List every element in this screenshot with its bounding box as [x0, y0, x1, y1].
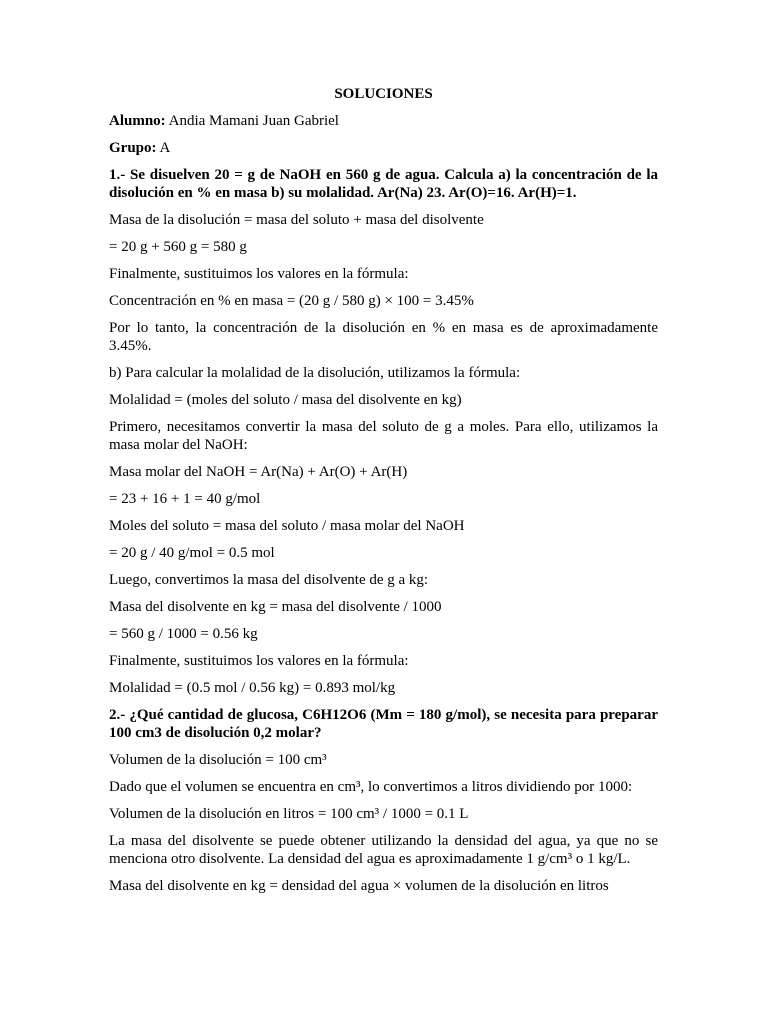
body-paragraph: Molalidad = (0.5 mol / 0.56 kg) = 0.893 mol/kg	[109, 680, 396, 696]
group-value: A	[156, 140, 171, 156]
student-name: Andia Mamani Juan Gabriel	[165, 113, 339, 129]
body-paragraph: La masa del disolvente se puede obtener utilizando la densidad del agua, ya que no se menciona otro disolvente. La densidad del agua es aproximadamente 1 g/cm³ o 1 kg/L.	[109, 833, 658, 867]
body-paragraph: = 20 g + 560 g = 580 g	[109, 239, 247, 255]
question-heading: 1.- Se disuelven 20 = g de NaOH en 560 g de agua. Calcula a) la concentración de la disolución en % en masa b) su molalidad. Ar(Na) 23. Ar(O)=16. Ar(H)=1.	[109, 167, 658, 201]
body-paragraph: Masa del disolvente en kg = masa del disolvente / 1000	[109, 599, 442, 615]
body-paragraph: Masa molar del NaOH = Ar(Na) + Ar(O) + Ar(H)	[109, 464, 408, 480]
body-paragraph: Concentración en % en masa = (20 g / 580 g) × 100 = 3.45%	[109, 293, 474, 309]
body-paragraph: Moles del soluto = masa del soluto / masa molar del NaOH	[109, 518, 465, 534]
body-paragraph: = 23 + 16 + 1 = 40 g/mol	[109, 491, 261, 507]
body-paragraph: Dado que el volumen se encuentra en cm³, lo convertimos a litros dividiendo por 1000:	[109, 779, 633, 795]
body-paragraph: Primero, necesitamos convertir la masa del soluto de g a moles. Para ello, utilizamos la masa molar del NaOH:	[109, 419, 658, 453]
body-paragraph: Finalmente, sustituimos los valores en la fórmula:	[109, 653, 409, 669]
student-line	[109, 112, 658, 130]
group-line	[109, 139, 658, 157]
student-label: Alumno:	[109, 113, 166, 129]
body-paragraph: Por lo tanto, la concentración de la disolución en % en masa es de aproximadamente 3.45%.	[109, 320, 658, 354]
body-paragraph: Finalmente, sustituimos los valores en la fórmula:	[109, 266, 409, 282]
document-page	[109, 85, 658, 904]
document-title: SOLUCIONES	[334, 86, 433, 102]
body-paragraph: b) Para calcular la molalidad de la disolución, utilizamos la fórmula:	[109, 365, 521, 381]
body-paragraph: Luego, convertimos la masa del disolvente de g a kg:	[109, 572, 429, 588]
document-body	[109, 166, 658, 895]
body-paragraph: = 560 g / 1000 = 0.56 kg	[109, 626, 258, 642]
body-paragraph: Molalidad = (moles del soluto / masa del disolvente en kg)	[109, 392, 462, 408]
body-paragraph: Masa de la disolución = masa del soluto + masa del disolvente	[109, 212, 484, 228]
body-paragraph: Masa del disolvente en kg = densidad del agua × volumen de la disolución en litros	[109, 878, 609, 894]
body-paragraph: Volumen de la disolución en litros = 100 cm³ / 1000 = 0.1 L	[109, 806, 469, 822]
group-label: Grupo:	[109, 140, 157, 156]
question-heading: 2.- ¿Qué cantidad de glucosa, C6H12O6 (Mm = 180 g/mol), se necesita para preparar 100 cm3 de disolución 0,2 molar?	[109, 707, 658, 741]
body-paragraph: Volumen de la disolución = 100 cm³	[109, 752, 327, 768]
body-paragraph: = 20 g / 40 g/mol = 0.5 mol	[109, 545, 275, 561]
